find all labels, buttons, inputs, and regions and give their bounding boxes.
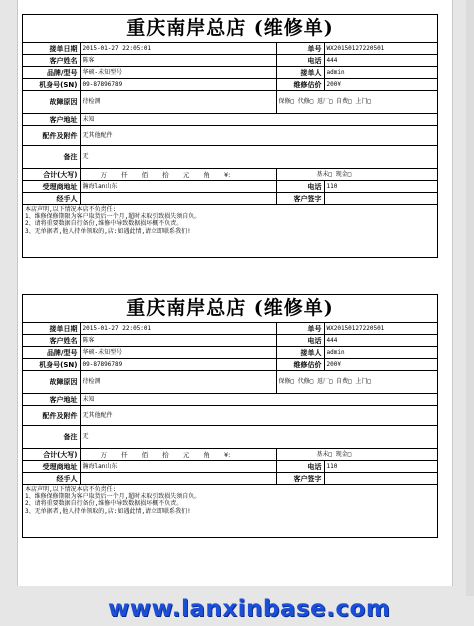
value-order-no: WX20150127220501 <box>324 43 437 55</box>
label-receiver: 接单人 <box>276 347 324 359</box>
label-estimate: 维修估价 <box>276 359 324 371</box>
label-customer-name: 客户姓名 <box>23 55 80 67</box>
label-remarks: 备注 <box>23 426 80 449</box>
value-receiver: admin <box>324 347 437 359</box>
label-order-no: 单号 <box>276 323 324 335</box>
site-watermark: www.lanxinbase.com <box>108 596 391 622</box>
unit-qian: 仟 <box>121 450 128 459</box>
label-imei: 机身号(SN) <box>23 79 80 91</box>
value-imei: 09-87896789 <box>80 359 276 371</box>
value-brand-model: 华硕-未知型号 <box>80 347 276 359</box>
label-signature: 客户签字 <box>276 473 324 485</box>
label-merchant-address: 受理商地址 <box>23 181 80 193</box>
payment-options: 基未□ 现金□ <box>276 449 437 461</box>
unit-bai: 佰 <box>141 450 149 459</box>
label-customer-name: 客户姓名 <box>23 335 80 347</box>
table-row <box>23 146 437 169</box>
table-row <box>23 114 437 126</box>
value-imei: 09-87896789 <box>80 79 276 91</box>
value-phone: 444 <box>324 55 437 67</box>
notice-text <box>23 205 437 257</box>
value-receiver: admin <box>324 67 437 79</box>
value-estimate: 200¥ <box>324 359 437 371</box>
label-address: 客户地址 <box>23 114 80 126</box>
unit-jiao: 角 <box>203 450 210 459</box>
unit-yen: ¥: <box>223 170 231 179</box>
label-phone: 电话 <box>276 335 324 347</box>
label-accessories: 配件及附件 <box>23 406 80 426</box>
notice-line: 2、请将重要数据自行备份,维修中导致数据损坏概不负责。 <box>25 500 183 508</box>
notice-line: 2、请将重要数据自行备份,维修中导致数据损坏概不负责。 <box>25 220 183 228</box>
table-row <box>23 371 437 394</box>
value-address: 未知 <box>80 114 437 126</box>
table-row <box>23 449 437 461</box>
value-address: 未知 <box>80 394 437 406</box>
label-order-no: 单号 <box>276 43 324 55</box>
value-remarks: 无 <box>80 426 437 449</box>
label-fault: 故障原因 <box>23 91 80 114</box>
value-phone: 444 <box>324 335 437 347</box>
label-phone: 电话 <box>276 55 324 67</box>
value-fault: 待检测 <box>80 91 276 114</box>
label-merchant-address: 受理商地址 <box>23 461 80 473</box>
table-row <box>23 126 437 146</box>
unit-wan: 万 <box>100 450 107 459</box>
value-estimate: 200¥ <box>324 79 437 91</box>
table-row <box>23 91 437 114</box>
table-row <box>23 79 437 91</box>
label-phone2: 电话 <box>276 461 324 473</box>
label-signature: 客户签字 <box>276 193 324 205</box>
value-merchant-address: 瀚海lan山东 <box>80 181 276 193</box>
amount-units <box>80 449 276 461</box>
value-accessories: 无其他配件 <box>80 406 437 426</box>
table-row <box>23 43 437 55</box>
table-row <box>23 406 437 426</box>
label-total: 合计(大写) <box>23 449 80 461</box>
label-imei: 机身号(SN) <box>23 359 80 371</box>
label-phone2: 电话 <box>276 181 324 193</box>
repair-slip <box>22 294 438 538</box>
value-customer-name: 陈客 <box>80 55 276 67</box>
unit-jiao: 角 <box>203 170 210 179</box>
value-customer-name: 陈客 <box>80 335 276 347</box>
table-row <box>23 181 437 193</box>
value-fault: 待检测 <box>80 371 276 394</box>
repair-form-table <box>23 43 437 205</box>
label-remarks: 备注 <box>23 146 80 169</box>
value-signature <box>324 193 437 205</box>
unit-yen: ¥: <box>223 450 231 459</box>
label-fault: 故障原因 <box>23 371 80 394</box>
repair-slip <box>22 14 438 258</box>
notice-line: 1、维修保修期限为客户取货后一个月,超时未取引致损失须自负。 <box>25 493 201 501</box>
label-handler: 经手人 <box>23 193 80 205</box>
value-order-date: 2015-01-27 22:05:01 <box>80 323 276 335</box>
unit-wan: 万 <box>100 170 107 179</box>
table-row <box>23 473 437 485</box>
label-address: 客户地址 <box>23 394 80 406</box>
amount-units <box>80 169 276 181</box>
unit-yuan: 元 <box>182 170 190 179</box>
value-brand-model: 华硕-未知型号 <box>80 67 276 79</box>
repair-form-table <box>23 323 437 485</box>
label-handler: 经手人 <box>23 473 80 485</box>
table-row <box>23 394 437 406</box>
table-row <box>23 55 437 67</box>
notice-text <box>23 485 437 537</box>
notice-line: 1、维修保修期限为客户取货后一个月,超时未取引致损失须自负。 <box>25 213 201 221</box>
value-handler <box>80 473 276 485</box>
label-receiver: 接单人 <box>276 67 324 79</box>
unit-yuan: 元 <box>182 450 190 459</box>
unit-shi: 拾 <box>162 170 169 179</box>
table-row <box>23 347 437 359</box>
label-total: 合计(大写) <box>23 169 80 181</box>
payment-options: 基未□ 现金□ <box>276 169 437 181</box>
value-handler <box>80 193 276 205</box>
unit-bai: 佰 <box>141 170 149 179</box>
notice-line: 3、无单据者,他人持单领取的,店:如遇此情,请立即联系我们! <box>25 227 191 235</box>
label-brand-model: 品牌/型号 <box>23 347 80 359</box>
label-brand-model: 品牌/型号 <box>23 67 80 79</box>
table-row <box>23 323 437 335</box>
scrollbar[interactable] <box>466 0 474 596</box>
service-options: 保修□ 代修□ 返厂□ 自费□ 上门□ <box>276 371 437 394</box>
value-order-date: 2015-01-27 22:05:01 <box>80 43 276 55</box>
table-row <box>23 461 437 473</box>
value-accessories: 无其他配件 <box>80 126 437 146</box>
table-row <box>23 193 437 205</box>
value-order-no: WX20150127220501 <box>324 323 437 335</box>
table-row <box>23 335 437 347</box>
table-row <box>23 169 437 181</box>
notice-line: 本店声明,以下情况本店不负责任: <box>25 486 117 493</box>
label-order-date: 接单日期 <box>23 323 80 335</box>
label-accessories: 配件及附件 <box>23 126 80 146</box>
value-signature <box>324 473 437 485</box>
store-title: 重庆南岸总店 (维修单) <box>23 15 437 43</box>
notice-line: 本店声明,以下情况本店不负责任: <box>25 206 117 213</box>
value-phone2: 110 <box>324 461 437 473</box>
label-order-date: 接单日期 <box>23 43 80 55</box>
table-row <box>23 426 437 449</box>
value-remarks: 无 <box>80 146 437 169</box>
value-merchant-address: 瀚海lan山东 <box>80 461 276 473</box>
unit-shi: 拾 <box>162 450 169 459</box>
table-row <box>23 67 437 79</box>
store-title: 重庆南岸总店 (维修单) <box>23 295 437 323</box>
table-row <box>23 359 437 371</box>
unit-qian: 仟 <box>121 170 128 179</box>
label-estimate: 维修估价 <box>276 79 324 91</box>
notice-line: 3、无单据者,他人持单领取的,店:如遇此情,请立即联系我们! <box>25 507 191 515</box>
service-options: 保修□ 代修□ 返厂□ 自费□ 上门□ <box>276 91 437 114</box>
value-phone2: 110 <box>324 181 437 193</box>
